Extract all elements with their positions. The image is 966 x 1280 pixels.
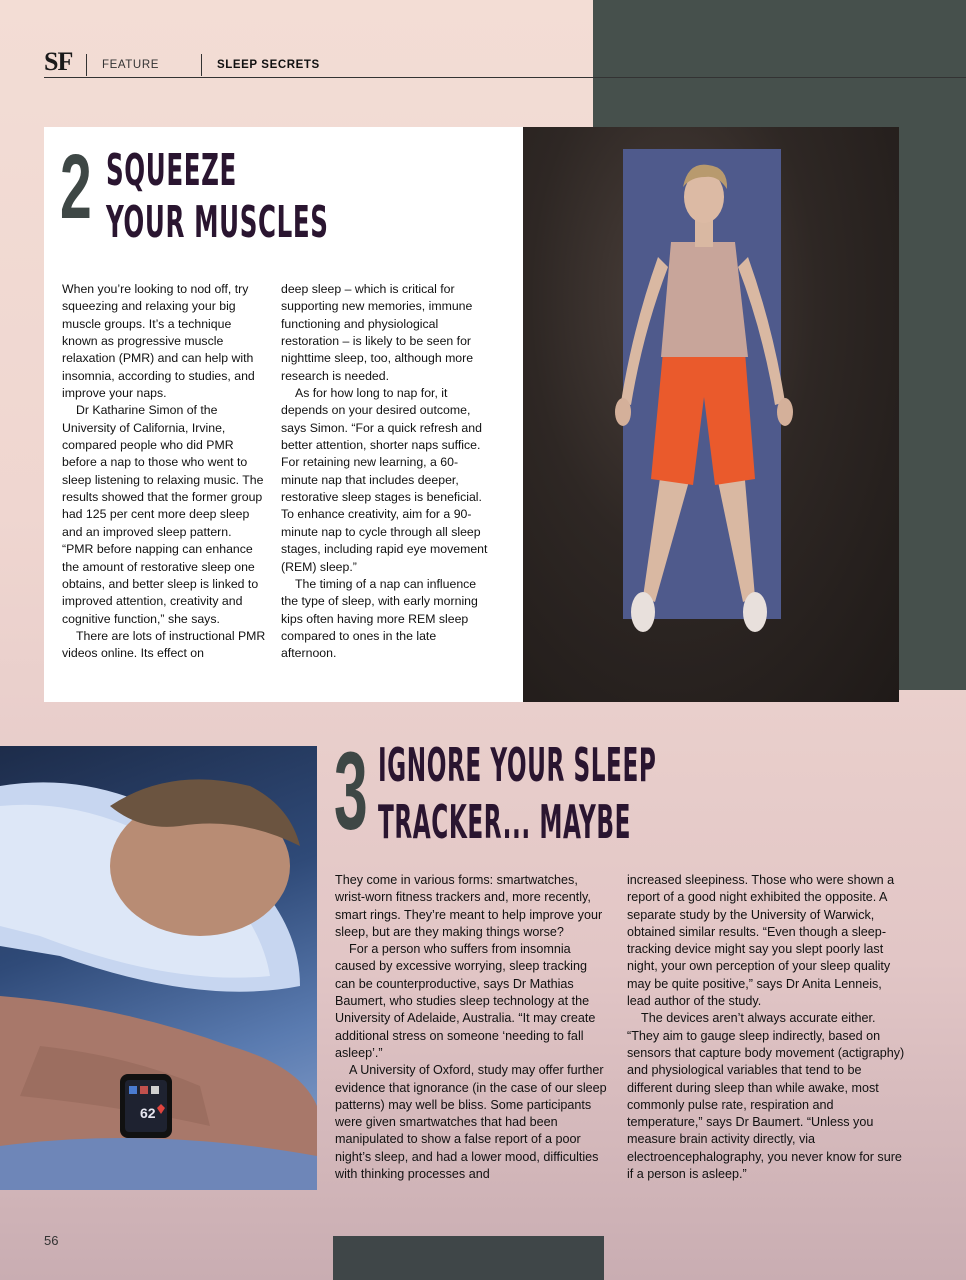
section-3-column-2	[627, 872, 905, 1183]
page-header	[44, 47, 966, 78]
feature-title: SLEEP SECRETS	[217, 59, 320, 71]
section-2-headline	[106, 145, 329, 249]
photo-man-sleeping-with-smartwatch	[0, 746, 317, 1190]
section-3-headline	[378, 737, 656, 851]
decorative-slab-bottom	[333, 1236, 604, 1280]
headline-line: IGNORE YOUR SLEEP	[378, 738, 657, 792]
paragraph: increased sleepiness. Those who were shown a report of a good night exhibited the opposite. A separate study by the University of Warwick, obtained similar results. “Even though a sleep-tracking device might say you slept poorly last night, your own perception of your sleep quality may be quite positive,” says Dr Anita Lenneis, lead author of the study.	[627, 873, 895, 1009]
section-3-number: 3	[334, 730, 368, 853]
paragraph: The timing of a nap can influence the type of sleep, with early morning kips often having more REM sleep compared to ones in the late afternoon.	[281, 576, 478, 661]
paragraph: When you’re looking to nod off, try squeezing and relaxing your big muscle groups. It’s a technique known as progressive muscle relaxation (PMR) and can help with insomnia, according to studies, and improve your naps.	[62, 282, 255, 401]
paragraph: Dr Katharine Simon of the University of California, Irvine, compared people who did PMR before a nap to those who went to sleep listening to relaxing music. The results showed that the former group had 125 per cent more deep sleep and an improved sleep pattern. “PMR before napping can enhance the amount of restorative sleep one obtains, and better sleep is linked to improved attention, creativity and cognitive function,” she says.	[62, 403, 264, 626]
paragraph: A University of Oxford, study may offer further evidence that ignorance (in the case of our sleep patterns) may well be bliss. Some participants were given smartwatches that had been manipulated to show a false report of a poor night’s sleep, and had a lower mood, difficulties with thinking processes and	[335, 1063, 607, 1182]
section-2-card	[44, 127, 523, 702]
photo-woman-on-yoga-mat	[523, 127, 899, 702]
header-divider	[201, 54, 202, 76]
paragraph: For a person who suffers from insomnia caused by excessive worrying, sleep tracking can be counterproductive, says Dr Mathias Baumert, who studies sleep technology at the University of Adelaide, Australia. “It may create additional stress on someone ‘needing to fall asleep’.”	[335, 942, 596, 1060]
paragraph: As for how long to nap for, it depends on your desired outcome, says Simon. “For a quick refresh and better attention, shorter naps suffice. For retaining new learning, a 60-minute nap that includes deeper, restorative sleep stages is beneficial. To enhance creativity, aim for a 90-minute nap to cycle through all sleep stages, including rapid eye movement (REM) sleep.”	[281, 386, 488, 574]
section-2-column-2	[281, 281, 491, 663]
headline-line: TRACKER... MAYBE	[378, 795, 631, 849]
headline-line: YOUR MUSCLES	[106, 197, 329, 248]
paragraph: The devices aren’t always accurate either. “They aim to gauge sleep indirectly, based on sensors that capture body movement (actigraphy) and physiological variables that tend to be different during sleep than while awake, most commonly pulse rate, respiration and temperature,” says Dr Baumert. “Unless you measure brain activity directly, via electroencephalography, you never know for sure if a person is asleep.”	[627, 1011, 905, 1182]
page-number: 56	[44, 1233, 59, 1248]
section-label: FEATURE	[102, 59, 160, 71]
paragraph: deep sleep – which is critical for supporting new memories, immune functioning and physiological restoration – is likely to be seen for nighttime sleep, too, although more research is needed.	[281, 282, 474, 383]
section-3-column-1	[335, 872, 610, 1183]
paragraph: They come in various forms: smartwatches, wrist-worn fitness trackers and, more recently, smart rings. They’re meant to help improve your sleep, but are they making things worse?	[335, 873, 603, 939]
section-2-number: 2	[60, 136, 92, 238]
header-divider	[86, 54, 87, 76]
watch-heart-rate: 62	[140, 1105, 156, 1121]
paragraph: There are lots of instructional PMR videos online. Its effect on	[62, 628, 266, 661]
magazine-logo: SF	[44, 47, 73, 76]
section-2-column-1	[62, 281, 266, 663]
headline-line: SQUEEZE	[106, 145, 237, 196]
